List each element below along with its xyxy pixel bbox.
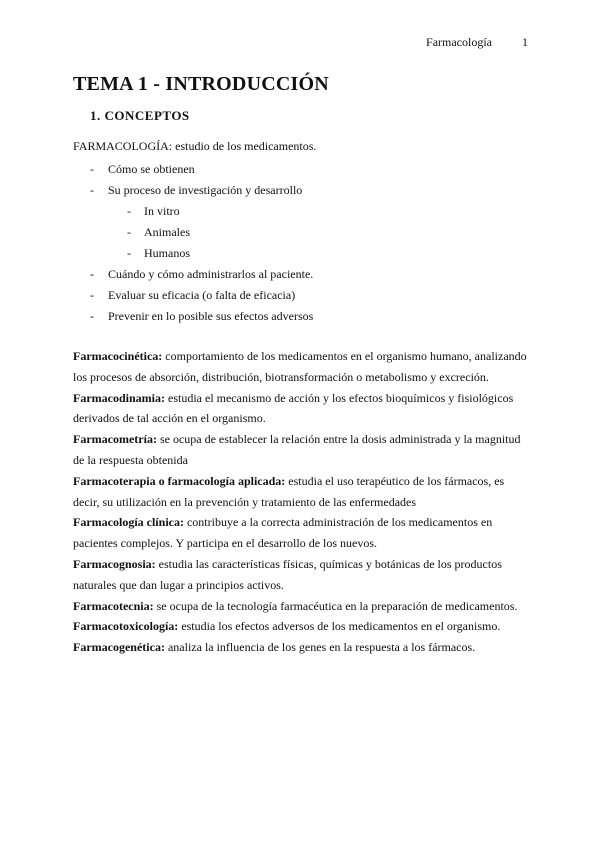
page-title: TEMA 1 - INTRODUCCIÓN — [73, 73, 329, 95]
definitions — [73, 346, 533, 658]
definition-term: Farmacotoxicología: — [73, 619, 179, 634]
section-heading: 1. CONCEPTOS — [90, 108, 190, 123]
intro-line: FARMACOLOGÍA: estudio de los medicamentos. — [73, 139, 317, 153]
definition — [73, 637, 533, 658]
definition-text: estudia los efectos adversos de los medicamentos en el organismo. — [178, 619, 501, 634]
definition-term: Farmacoterapia o farmacología aplicada: — [73, 473, 286, 488]
definition-term: Farmacología clínica: — [73, 515, 184, 530]
definition — [73, 554, 533, 596]
definition-term: Farmacodinamia: — [73, 390, 165, 405]
header-subject: Farmacología — [426, 35, 492, 49]
definition-text: contribuye a la correcta administración de los medicamentos en pacientes complejos. Y participa en el desarrollo de los nuevos. — [73, 515, 493, 551]
definition-term: Farmacogenética: — [73, 640, 165, 655]
definition-text: se ocupa de establecer la relación entre la dosis administrada y la magnitud de la respuesta obtenida — [73, 432, 521, 467]
definition — [73, 471, 533, 513]
definition-text: analiza la influencia de los genes en la respuesta a los fármacos. — [164, 640, 476, 655]
definition — [73, 596, 533, 617]
definition — [73, 346, 533, 388]
definition-text: comportamiento de los medicamentos en el organismo humano, analizando los procesos de absorción, distribución, biotransformación o metabolismo y excreción. — [73, 349, 527, 384]
definition-text: estudia las características físicas, químicas y botánicas de los productos naturales que dan lugar a principios activos. — [73, 556, 502, 592]
page-number: 1 — [522, 35, 528, 49]
definition-term: Farmacotecnia: — [73, 598, 154, 613]
definition-term: Farmacocinética: — [73, 349, 163, 363]
definition-text: estudia el mecanismo de acción y los efectos bioquímicos y fisiológicos derivados de tal acción en el organismo. — [73, 390, 514, 426]
definition-text: estudia el uso terapéutico de los fármacos, es decir, su utilización en la prevención y tratamiento de las enfermedades — [73, 473, 505, 509]
definition-term: Farmacometría: — [73, 432, 157, 447]
definition — [73, 429, 533, 471]
definition — [73, 388, 533, 430]
definition — [73, 512, 533, 554]
definition-text: se ocupa de la tecnología farmacéutica en la preparación de medicamentos. — [153, 598, 518, 613]
definition-term: Farmacognosia: — [73, 556, 156, 571]
definition — [73, 616, 533, 637]
page-header — [426, 35, 528, 50]
